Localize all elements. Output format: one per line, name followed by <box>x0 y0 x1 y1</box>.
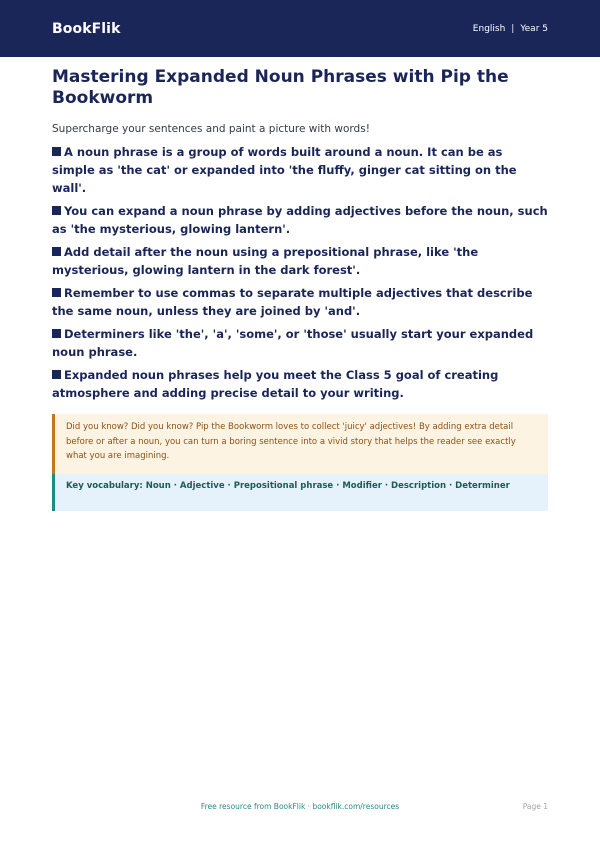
page-title: Mastering Expanded Noun Phrases with Pip the Bookworm <box>52 67 509 108</box>
bullet-item <box>52 243 548 279</box>
square-bullet-icon <box>52 247 61 256</box>
bullet-item <box>52 366 548 402</box>
square-bullet-icon <box>52 288 61 297</box>
main-content <box>0 57 600 511</box>
did-you-know-callout: Did you know? Did you know? Pip the Bookworm loves to collect 'juicy' adjectives! By adding extra detail before or after a noun, you can turn a boring sentence into a vivid story that helps the reader see exactly what you are imagining. <box>52 414 548 474</box>
bullet-item <box>52 202 548 238</box>
bullet-text: Determiners like 'the', 'a', 'some', or 'those' usually start your expanded noun phrase. <box>52 327 534 359</box>
meta-separator: | <box>511 23 515 34</box>
bullet-item <box>52 325 548 361</box>
year-label: Year 5 <box>520 23 548 34</box>
bullet-text: Remember to use commas to separate multiple adjectives that describe the same noun, unless they are joined by 'and'. <box>52 286 533 318</box>
key-vocabulary-box: Key vocabulary: Noun · Adjective · Prepositional phrase · Modifier · Description · Determiner <box>52 474 548 511</box>
header-meta <box>473 24 548 34</box>
square-bullet-icon <box>52 147 61 156</box>
square-bullet-icon <box>52 370 61 379</box>
square-bullet-icon <box>52 329 61 338</box>
bullet-text: You can expand a noun phrase by adding adjectives before the noun, such as 'the mysterious, glowing lantern'. <box>52 204 548 236</box>
bullet-item <box>52 143 548 197</box>
square-bullet-icon <box>52 206 61 215</box>
footer-link[interactable]: Free resource from BookFlik · bookflik.com/resources <box>200 802 400 811</box>
bullet-text: A noun phrase is a group of words built around a noun. It can be as simple as 'the cat' or expanded into 'the fluffy, ginger cat sitting on the wall'. <box>52 145 517 195</box>
header-bar <box>0 0 600 57</box>
subject-label: English <box>472 23 506 34</box>
bullet-item <box>52 284 548 320</box>
bullet-list <box>52 143 548 402</box>
bullet-text: Expanded noun phrases help you meet the Class 5 goal of creating atmosphere and adding precise detail to your writing. <box>52 368 499 400</box>
page-subtitle: Supercharge your sentences and paint a picture with words! <box>52 123 370 135</box>
page-number: Page 1 <box>522 802 548 811</box>
bullet-text: Add detail after the noun using a prepositional phrase, like 'the mysterious, glowing lantern in the dark forest'. <box>52 245 479 277</box>
brand-logo[interactable]: BookFlik <box>52 20 121 37</box>
